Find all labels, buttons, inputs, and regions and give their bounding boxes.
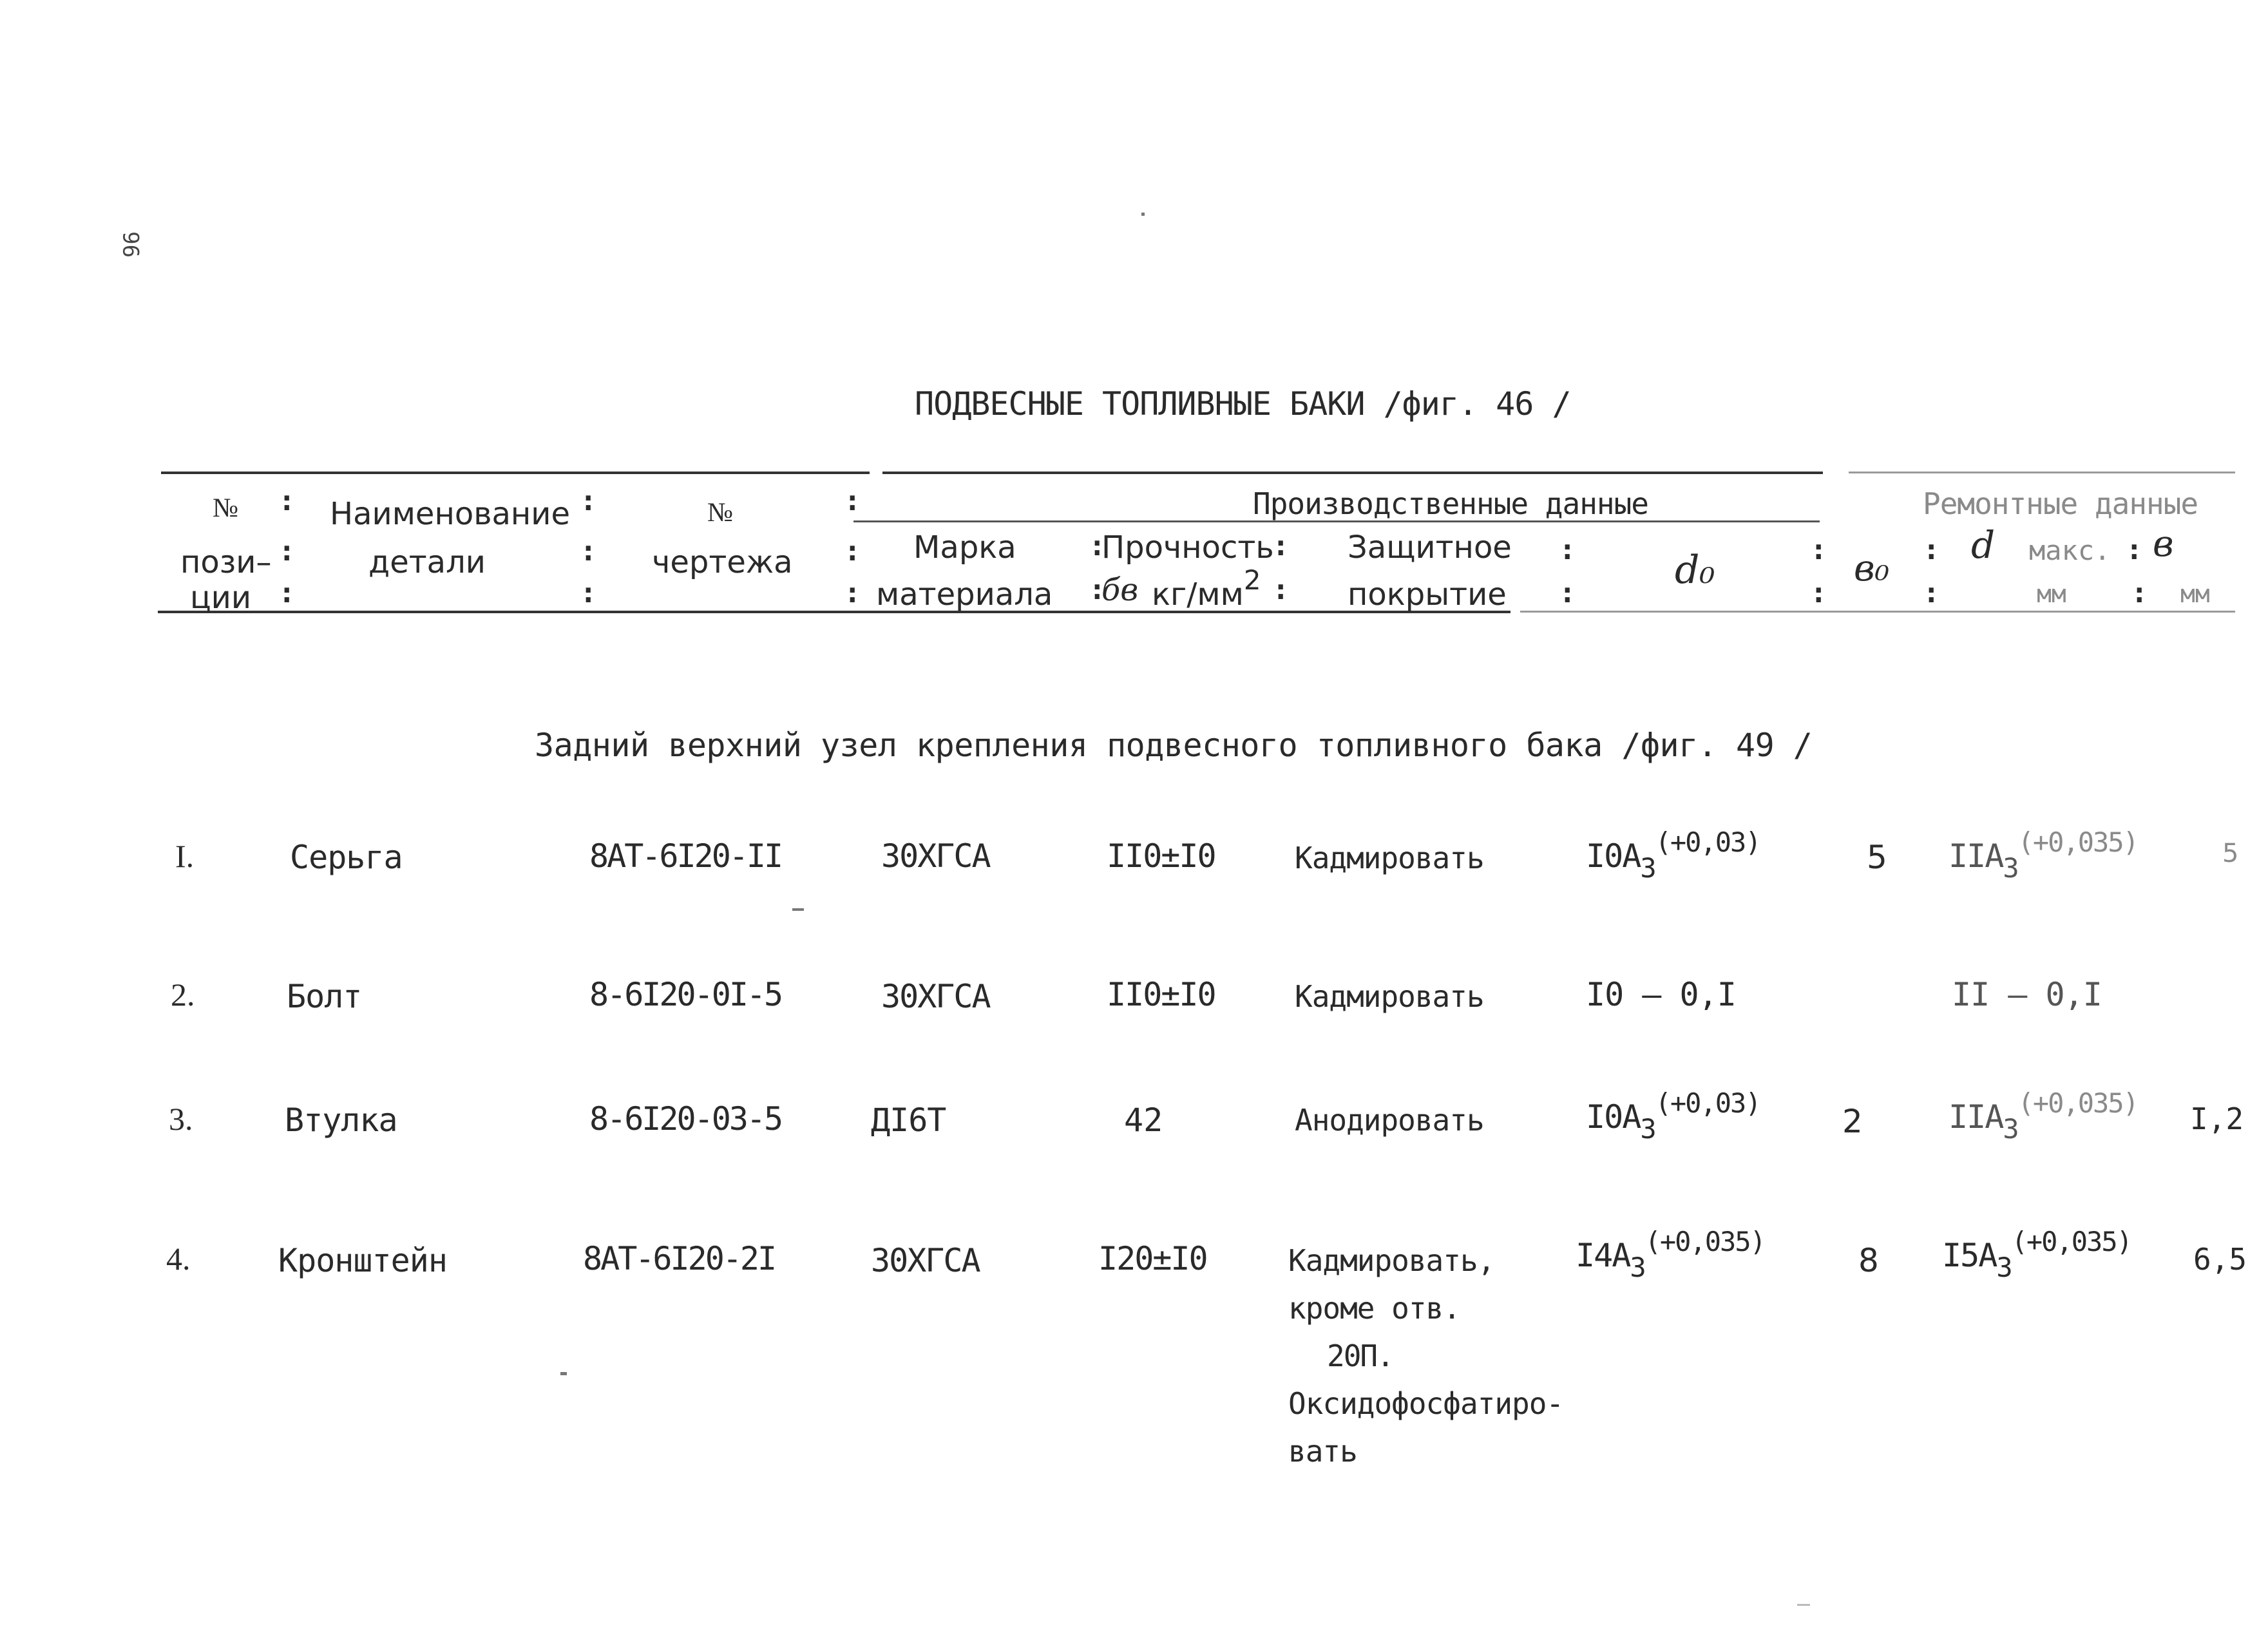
header-no-line2: пози– [180,544,272,580]
row-3-coating: Анодировать [1295,1103,1484,1138]
row-1-strength: II0±I0 [1107,837,1215,875]
header-group-repair: Ремонтные данные [1923,486,2198,521]
row-3-d0 [1586,1087,1760,1145]
row-4-d0 [1576,1226,1765,1283]
header-material-line2: материала [876,577,1053,613]
row-2-d0: I0 – 0,I [1586,976,1736,1013]
header-material-line1: Марка [913,529,1016,566]
row-4-coating-line3: 20П. [1327,1339,1393,1373]
row-4-drawing: 8АТ-6I20-2I [583,1240,776,1277]
row-3-bmax: I,2 [2190,1101,2244,1136]
header-top-rule-right [1849,472,2235,473]
row-4-bmax: 6,5 [2193,1242,2247,1277]
row-2-drawing: 8-6I20-0I-5 [589,976,782,1013]
header-bottom-rule [158,611,1510,613]
row-3-dmax-sup: (+0,035) [2017,1087,2138,1119]
separator: : [580,484,597,517]
row-4-name: Кронштейн [278,1242,447,1279]
header-top-rule-left [161,472,870,474]
row-1-bmax: 5 [2222,839,2239,868]
separator: : [1272,529,1290,562]
separator: : [2126,533,2143,566]
header-dmax-symbol: d [1971,523,1996,567]
row-1-d0-sub: 3 [1640,852,1655,884]
header-dmax-unit: мм [2037,580,2066,608]
row-3-no: 3. [169,1101,193,1137]
separator: : [1089,573,1106,606]
row-4-dmax-base: I5А [1942,1237,1997,1274]
header-b0: в₀ [1854,548,1890,589]
separator: : [1923,533,1940,566]
header-coating-line1: Защитное [1348,529,1512,566]
row-1-coating: Кадмировать [1295,841,1484,875]
row-4-d0-base: I4А [1576,1237,1630,1274]
separator: : [1923,577,1940,609]
separator: : [580,535,597,567]
row-2-dmax: II – 0,I [1952,976,2102,1013]
header-drawing-line2: чертежа [652,544,793,580]
header-strength-unit [1152,564,1261,613]
row-3-b0: 2 [1842,1103,1863,1140]
page-number: 96 [119,231,145,258]
header-name-line1: Наименование [330,496,571,532]
row-3-drawing: 8-6I20-03-5 [589,1100,782,1138]
separator: : [580,577,597,609]
row-1-name: Серьга [290,839,403,876]
row-4-dmax-sub: 3 [1996,1252,2012,1283]
header-d0: d₀ [1675,548,1715,593]
row-4-strength: I20±I0 [1098,1240,1207,1277]
row-4-dmax-sup: (+0,035) [2011,1226,2131,1257]
header-dmax-label: макс. [2029,535,2111,566]
row-3-material: ДI6Т [871,1101,946,1139]
separator: : [844,535,861,567]
row-1-dmax-sup: (+0,035) [2017,826,2138,858]
separator: : [278,535,296,567]
header-bmax-symbol: в [2153,523,2174,565]
row-4-coating-line1: Кадмировать, [1288,1243,1495,1278]
header-strength-symbol: бв [1101,572,1139,608]
row-4-no: 4. [166,1241,191,1277]
section-title: Задний верхний узел крепления подвесного топливного бака /фиг. 49 / [535,727,1813,764]
separator: : [278,484,296,517]
row-1-d0 [1586,826,1760,884]
row-4-coating-line4: Оксидофосфатиро- [1288,1386,1564,1421]
separator: : [1810,577,1827,609]
header-strength-unit-exp: 2 [1243,564,1261,596]
row-4-material: 30ХГСА [871,1242,980,1279]
row-4-b0: 8 [1858,1242,1879,1279]
scan-speck [1797,1604,1810,1606]
row-3-d0-base: I0А [1586,1098,1641,1136]
header-group-production: Производственные данные [1253,486,1648,521]
row-4-d0-sup: (+0,035) [1644,1226,1765,1257]
row-3-d0-sup: (+0,03) [1655,1087,1760,1119]
separator: : [278,577,296,609]
row-3-d0-sub: 3 [1640,1113,1655,1145]
row-1-dmax [1949,826,2138,884]
scan-speck [792,908,804,911]
separator: : [1810,533,1827,566]
row-4-dmax [1942,1226,2131,1283]
separator: : [1272,573,1290,606]
row-3-dmax-base: IIА [1949,1098,2003,1136]
row-3-dmax [1949,1087,2138,1145]
row-1-d0-sup: (+0,03) [1655,826,1760,858]
header-bmax-unit: мм [2180,580,2210,608]
row-2-strength: II0±I0 [1107,976,1215,1013]
header-strength-line1: Прочность [1101,529,1274,566]
row-1-no: I. [175,838,195,874]
header-drawing-symbol: № [707,498,734,528]
scan-speck [1141,213,1145,216]
row-4-coating-line2: кроме отв. [1288,1291,1460,1326]
separator: : [844,577,861,609]
scan-speck [560,1372,567,1375]
header-no-line3: ции [190,580,252,616]
separator: : [1559,577,1576,609]
row-4-coating-line5: вать [1288,1434,1357,1469]
row-3-name: Втулка [285,1101,397,1139]
separator: : [1559,533,1576,566]
row-2-coating: Кадмировать [1295,979,1484,1014]
row-4-d0-sub: 3 [1630,1252,1645,1283]
header-no-symbol: № [213,493,239,523]
row-3-strength: 42 [1124,1101,1163,1139]
separator: : [844,484,861,517]
row-1-material: 30ХГСА [881,837,990,875]
row-1-drawing: 8АТ-6I20-II [589,837,782,875]
header-coating-line2: покрытие [1348,577,1507,613]
row-2-material: 30ХГСА [881,978,990,1015]
row-2-no: 2. [171,977,195,1013]
header-bottom-rule-faint [1520,611,2235,613]
header-strength-unit-text: кг/мм [1152,577,1244,613]
row-2-name: Болт [287,978,362,1015]
row-1-b0: 5 [1867,839,1887,876]
row-1-dmax-sub: 3 [2003,852,2018,884]
row-1-d0-base: I0А [1586,837,1641,875]
row-3-dmax-sub: 3 [2003,1113,2018,1145]
header-name-line2: детали [368,544,486,580]
separator: : [2131,577,2148,609]
row-1-dmax-base: IIА [1949,837,2003,875]
page-title: ПОДВЕСНЫЕ ТОПЛИВНЫЕ БАКИ /фиг. 46 / [915,385,1571,423]
header-top-rule-mid [882,472,1823,474]
separator: : [1089,529,1106,562]
